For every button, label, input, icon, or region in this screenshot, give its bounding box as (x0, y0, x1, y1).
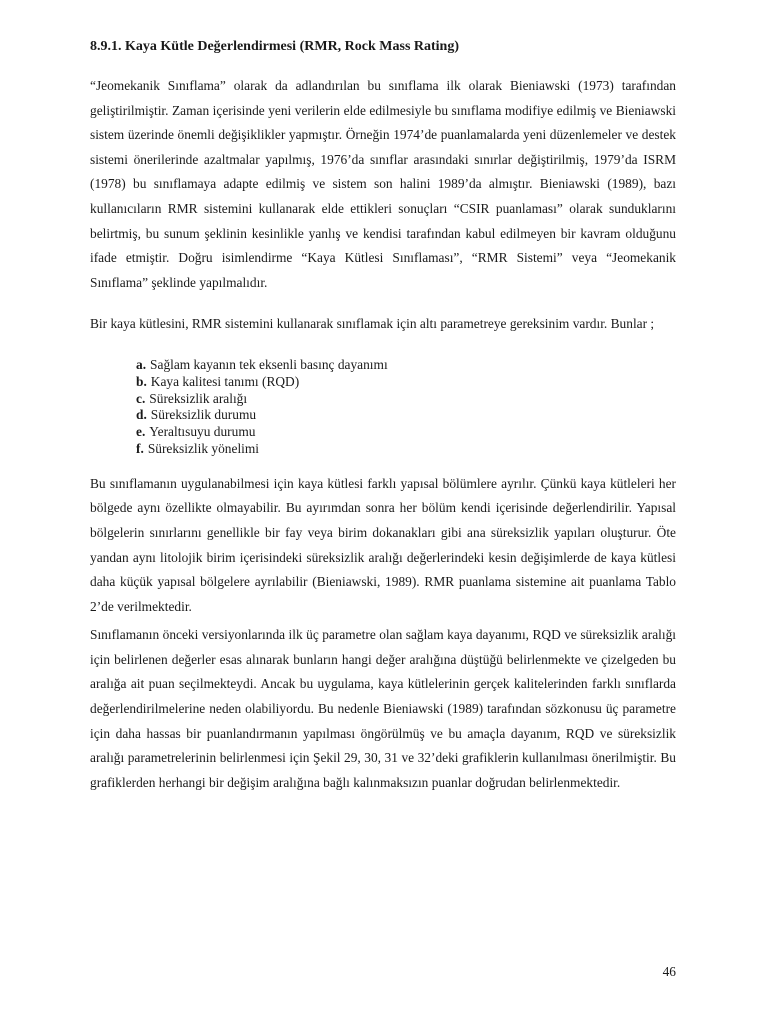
page-number: 46 (662, 964, 676, 979)
list-item-letter: e. (136, 424, 146, 440)
list-item-text: Süreksizlik yönelimi (147, 440, 260, 456)
parameter-list (136, 357, 676, 458)
list-item-text: Sağlam kayanın tek eksenli basınç dayanımı (150, 356, 388, 372)
paragraph-intro: “Jeomekanik Sınıflama” olarak da adlandırılan bu sınıflama ilk olarak Bieniawski (1973) tarafından geliştirilmiştir. Zaman içerisinde yeni verilerin elde edilmesiyle bu sınıflama modifiye edilmiş ve Bieniawski sistem üzerinde önemli değişiklikler yapmıştır. Örneğin 1974’de puanlamalarda yeni düzenlemeler ve destek sistemi önerilerinde azaltmalar yapılmış, 1976’da sınıflar arasındaki sınırlar değiştirilmiş, 1979’da ISRM (1978) bu sınıflamaya adapte edilmiş ve sistem son halini 1989’da almıştır. Bieniawski (1989), bazı kullanıcıların RMR sistemini kullanarak elde ettikleri sonuçları “CSIR puanlaması” olarak sunduklarını belirtmiş, bu sunum şeklinin kesinlikle yanlış ve kendisi tarafından kabul edilmeyen bir kavram olduğunu ifade etmiştir. Doğru isimlendirme “Kaya Kütlesi Sınıflaması”, “RMR Sistemi” veya “Jeomekanik Sınıflama” şeklinde yapılmalıdır. (90, 78, 676, 290)
list-item-text: Süreksizlik durumu (150, 407, 257, 423)
list-item-letter: c. (136, 390, 146, 406)
list-item-text: Kaya kalitesi tanımı (RQD) (150, 373, 300, 389)
list-item-letter: b. (136, 373, 147, 389)
list-item-text: Yeraltısuyu durumu (149, 424, 256, 440)
list-item (136, 391, 676, 408)
section-heading: 8.9.1. Kaya Kütle Değerlendirmesi (RMR, Rock Mass Rating) (90, 39, 460, 54)
list-item (136, 424, 676, 441)
document-page (90, 38, 676, 795)
list-item-text: Süreksizlik aralığı (149, 390, 248, 406)
list-item (136, 441, 676, 458)
paragraph-structural-regions: Bu sınıflamanın uygulanabilmesi için kaya kütlesi farklı yapısal bölümlere ayrılır. Çünkü kaya kütleleri her bölgede aynı özellikte olmayabilir. Bu ayırımdan sonra her bölüm kendi içerisinde değerlendirilir. Yapısal bölgelerin sınırlarını genellikle bir fay veya birim dokanakları gibi ana süreksizlik yapıları oluşturur. Öte yandan aynı litolojik birim içerisindeki süreksizlik aralığı değerlerindeki kesin değişimlerde de kaya kütlesi daha küçük yapısal bölgelere ayrılabilir (Bieniawski, 1989). RMR puanlama sistemine ait puanlama Tablo 2’de verilmektedir. (90, 475, 676, 614)
paragraph-parameters-intro: Bir kaya kütlesini, RMR sistemini kullanarak sınıflamak için altı parametreye gereksinim vardır. Bunlar ; (90, 316, 655, 332)
list-item-letter: f. (136, 440, 144, 456)
list-item (136, 407, 676, 424)
list-item-letter: a. (136, 356, 147, 372)
list-item (136, 374, 676, 391)
list-item-letter: d. (136, 407, 147, 423)
paragraph-rating-charts: Sınıflamanın önceki versiyonlarında ilk üç parametre olan sağlam kaya dayanımı, RQD ve süreksizlik aralığı için belirlenen değerler esas alınarak bunların hangi değer aralığına düştüğü belirlenmekte ve çizelgeden bu aralığa ait puan seçilmekteydi. Ancak bu uygulama, kaya kütlelerinin gerçek kalitelerinden farklı sınıflarda değerlendirilmelerine neden olabiliyordu. Bu nedenle Bieniawski (1989) tarafından sözkonusu üç parametre için daha hassas bir puanlandırmanın yapılması öngörülmüş ve bu amaçla dayanım, RQD ve süreksizlik aralığı parametrelerinin belirlenmesi için Şekil 29, 30, 31 ve 32’deki grafiklerin kullanılması önerilmiştir. Bu grafiklerden herhangi bir değişim aralığına bağlı kalınmaksızın puanlar doğrudan belirlenmektedir. (90, 627, 676, 790)
list-item (136, 357, 676, 374)
